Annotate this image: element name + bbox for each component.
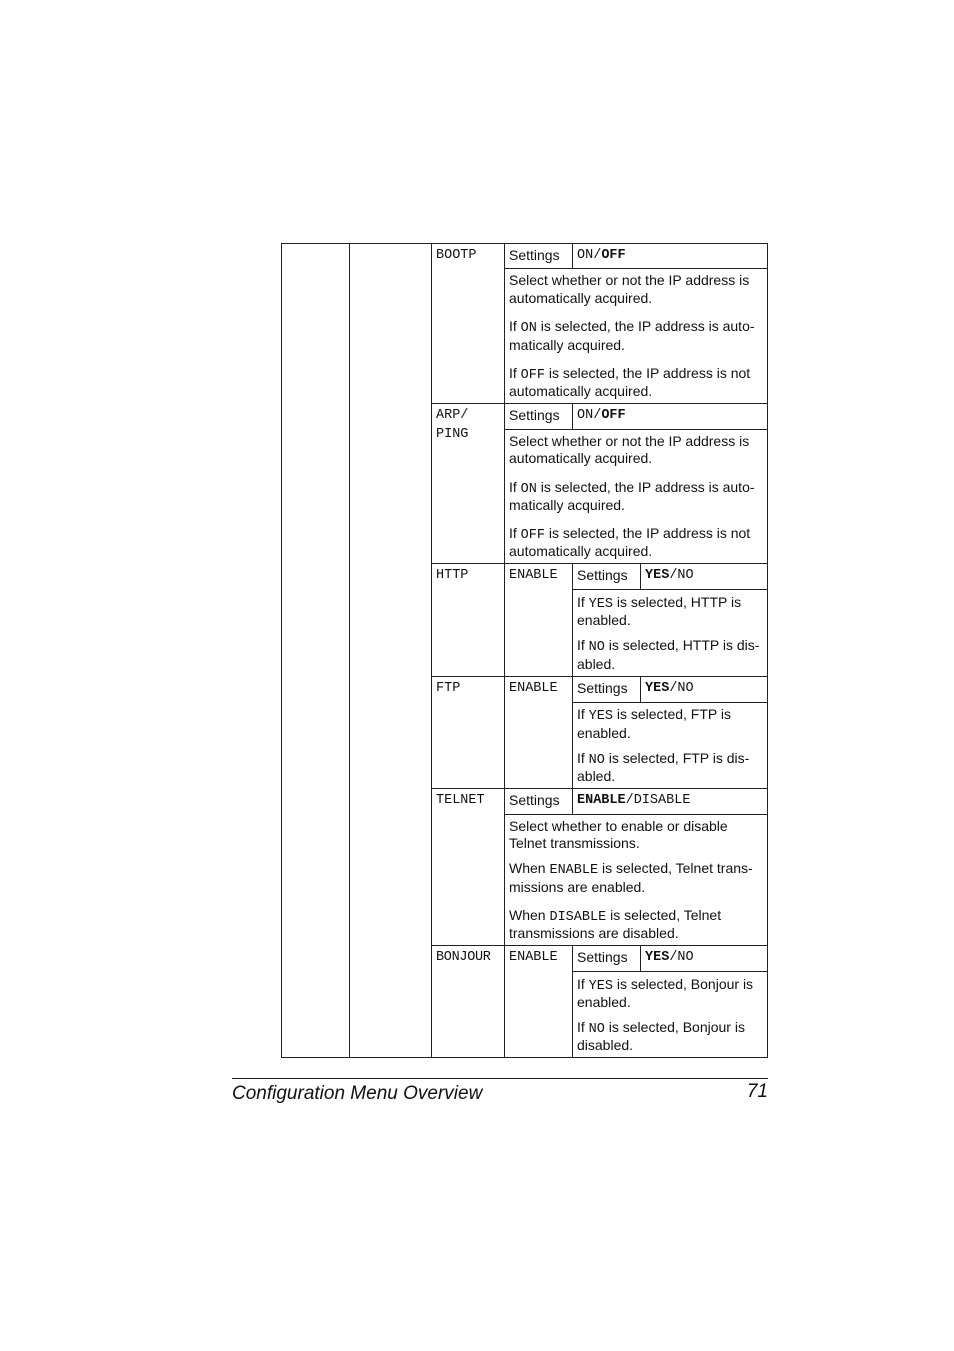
footer-title: Configuration Menu Overview xyxy=(232,1083,483,1104)
bonjour-desc2-l1: If NO is selected, Bonjour is xyxy=(577,1019,745,1037)
footer-rule xyxy=(232,1078,768,1079)
arp-desc1-l2: automatically acquired. xyxy=(509,450,653,466)
bonjour-desc1-l2: enabled. xyxy=(577,994,631,1010)
telnet-desc3-l2: transmissions are disabled. xyxy=(509,925,679,941)
row-name-ftp: FTP xyxy=(436,681,461,696)
bootp-desc1-l1: Select whether or not the IP address is xyxy=(509,272,750,288)
bootp-desc2-l2: matically acquired. xyxy=(509,337,625,353)
settings-label: Settings xyxy=(577,949,628,965)
http-desc1-l1: If YES is selected, HTTP is xyxy=(577,594,742,612)
row-name-bonjour: BONJOUR xyxy=(436,950,491,965)
row-name-http: HTTP xyxy=(436,568,469,583)
bonjour-desc1-l1: If YES is selected, Bonjour is xyxy=(577,976,754,994)
bootp-desc3-l2: automatically acquired. xyxy=(509,383,653,399)
telnet-desc2-l1: When ENABLE is selected, Telnet trans- xyxy=(509,860,753,878)
http-sub-enable: ENABLE xyxy=(509,568,558,583)
settings-label: Settings xyxy=(577,567,628,583)
telnet-desc3-l1: When DISABLE is selected, Telnet xyxy=(509,907,722,925)
ftp-desc1-l1: If YES is selected, FTP is xyxy=(577,706,731,724)
http-options: YES/NO xyxy=(645,568,694,583)
arp-desc2-l2: matically acquired. xyxy=(509,497,625,513)
bonjour-desc2-l2: disabled. xyxy=(577,1037,634,1053)
bonjour-options: YES/NO xyxy=(645,950,694,965)
telnet-desc1-l1: Select whether to enable or disable xyxy=(509,818,728,834)
http-desc2-l2: abled. xyxy=(577,656,616,672)
telnet-desc2-l2: missions are enabled. xyxy=(509,879,646,895)
page-number: 71 xyxy=(746,1081,768,1102)
row-name-arp-l2: PING xyxy=(436,427,469,442)
bootp-options: ON/OFF xyxy=(577,248,626,263)
bonjour-sub-enable: ENABLE xyxy=(509,950,558,965)
ftp-desc2-l1: If NO is selected, FTP is dis- xyxy=(577,750,750,768)
ftp-desc1-l2: enabled. xyxy=(577,725,631,741)
settings-label: Settings xyxy=(509,792,560,808)
arp-desc1-l1: Select whether or not the IP address is xyxy=(509,433,750,449)
http-desc2-l1: If NO is selected, HTTP is dis- xyxy=(577,637,760,655)
arp-desc2-l1: If ON is selected, the IP address is auto- xyxy=(509,479,755,497)
bootp-desc2-l1: If ON is selected, the IP address is auto- xyxy=(509,318,755,336)
ftp-options: YES/NO xyxy=(645,681,694,696)
settings-label: Settings xyxy=(577,680,628,696)
bootp-desc3-l1: If OFF is selected, the IP address is not xyxy=(509,365,751,383)
arp-options: ON/OFF xyxy=(577,408,626,423)
arp-desc3-l2: automatically acquired. xyxy=(509,543,653,559)
row-name-arp-l1: ARP/ xyxy=(436,408,469,423)
http-desc1-l2: enabled. xyxy=(577,612,631,628)
settings-label: Settings xyxy=(509,407,560,423)
row-name-telnet: TELNET xyxy=(436,793,485,808)
arp-desc3-l1: If OFF is selected, the IP address is not xyxy=(509,525,751,543)
telnet-options: ENABLE/DISABLE xyxy=(577,793,691,808)
ftp-desc2-l2: abled. xyxy=(577,768,616,784)
row-name-bootp: BOOTP xyxy=(436,248,477,263)
telnet-desc1-l2: Telnet transmissions. xyxy=(509,835,640,851)
bootp-desc1-l2: automatically acquired. xyxy=(509,290,653,306)
settings-label: Settings xyxy=(509,247,560,263)
ftp-sub-enable: ENABLE xyxy=(509,681,558,696)
